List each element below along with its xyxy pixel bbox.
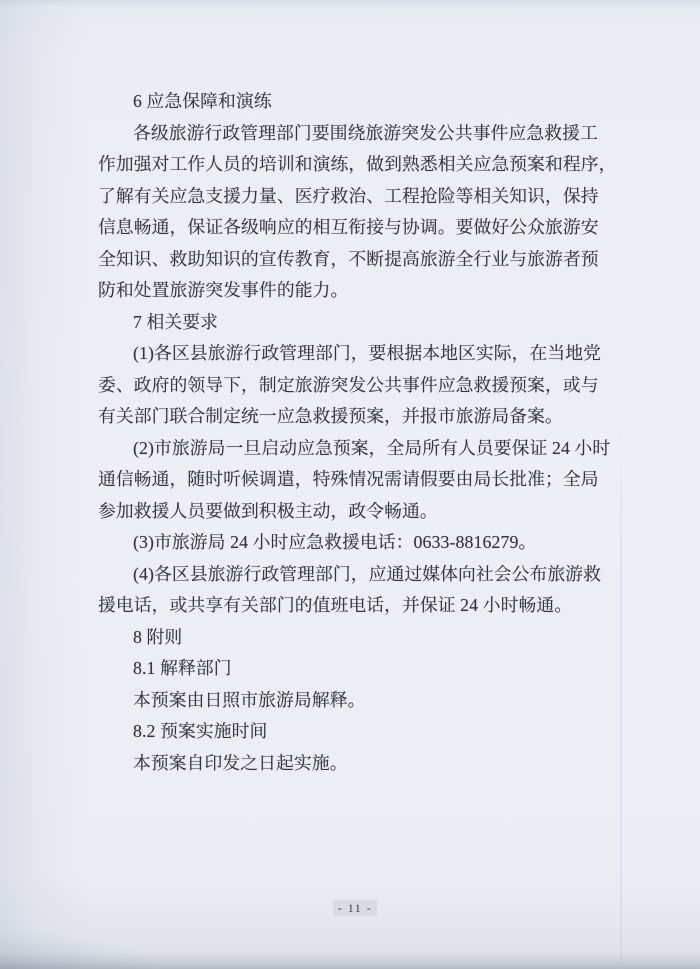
text-line: (2)市旅游局一旦启动应急预案，全局所有人员要保证 24 小时 [133,437,611,458]
section-heading-6: 6 应急保障和演练 [133,91,272,111]
text-line: (4)各区县旅游行政管理部门，应通过媒体向社会公布旅游救 [133,563,602,584]
page-number: - 11 - [333,900,378,916]
text-line: 有关部门联合制定统一应急救援预案，并报市旅游局备案。 [98,406,563,426]
text-line: (1)各区县旅游行政管理部门，要根据本地区实际，在当地党 [133,343,602,363]
section-heading-7: 7 相关要求 [133,311,219,332]
text-line: 防和处置旅游突发事件的能力。 [98,280,349,300]
text-line: 本预案由日照市旅游局解释。 [133,689,366,710]
text-line: 作加强对工作人员的培训和演练，做到熟悉相关应急预案和程序， [98,154,617,174]
scan-shading-corner [0,929,160,969]
document-body [98,86,623,779]
scan-shading-bottom [0,953,700,969]
text-line: 各级旅游行政管理部门要围绕旅游突发公共事件应急救援工 [133,122,598,143]
text-line: 委、政府的领导下，制定旅游突发公共事件应急救援预案，或与 [98,374,599,395]
text-line: 全知识、救助知识的宣传教育，不断提高旅游全行业与旅游者预 [98,248,599,269]
scan-shading-left [0,0,90,969]
text-line: 了解有关应急支援力量、医疗救治、工程抢险等相关知识，保持 [98,185,599,206]
scan-shading-top [0,0,700,8]
text-line: 本预案自印发之日起实施。 [133,752,348,773]
text-line: 援电话，或共享有关部门的值班电话，并保证 24 小时畅通。 [98,595,573,615]
subsection-heading-8-1: 8.1 解释部门 [133,658,232,678]
page-footer [5,899,700,917]
emergency-phone-line: (3)市旅游局 24 小时应急救援电话：0633-8816279。 [133,532,537,552]
text-line: 通信畅通，随时听候调遣，特殊情况需请假要由局长批准；全局 [98,469,599,489]
text-line: 参加救援人员要做到积极主动，政令畅通。 [98,500,438,521]
text-line: 信息畅通，保证各级响应的相互衔接与协调。要做好公众旅游安 [98,217,599,237]
subsection-heading-8-2: 8.2 预案实施时间 [133,721,268,741]
section-heading-8: 8 附则 [133,626,183,647]
